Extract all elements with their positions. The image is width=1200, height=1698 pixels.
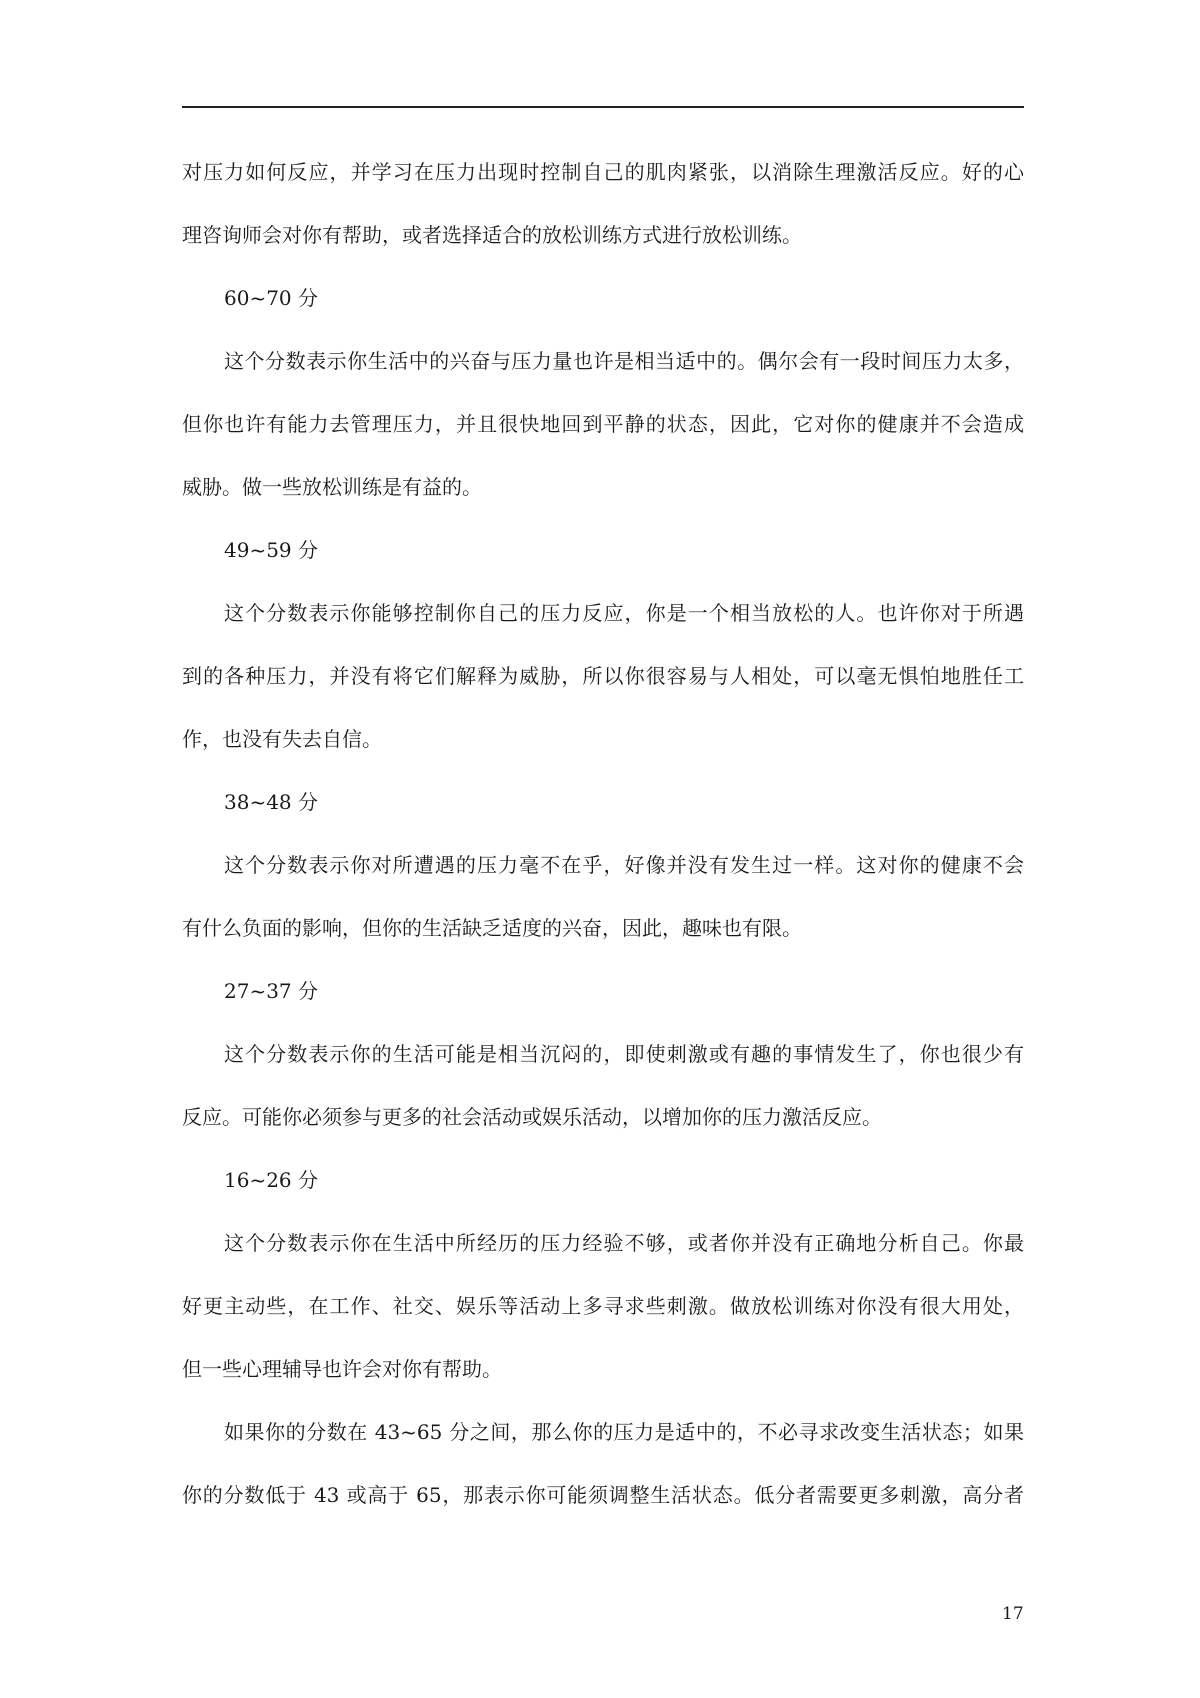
- score-range-heading: 38~48 分: [224, 790, 319, 814]
- paragraph-line: 有什么负面的影响，但你的生活缺乏适度的兴奋，因此，趣味也有限。: [182, 916, 802, 940]
- paragraph-line: 但你也许有能力去管理压力，并且很快地回到平静的状态，因此，它对你的健康并不会造成: [182, 412, 1024, 436]
- score-range-heading: 16~26 分: [224, 1168, 319, 1192]
- paragraph-line: 对压力如何反应，并学习在压力出现时控制自己的肌肉紧张，以消除生理激活反应。好的心: [182, 160, 1024, 184]
- paragraph-line: 这个分数表示你生活中的兴奋与压力量也许是相当适中的。偶尔会有一段时间压力太多，: [224, 349, 1024, 373]
- paragraph-line: 威胁。做一些放松训练是有益的。: [182, 475, 482, 499]
- paragraph-line: 这个分数表示你对所遭遇的压力毫不在乎，好像并没有发生过一样。这对你的健康不会: [224, 853, 1024, 877]
- page-number: 17: [1002, 1604, 1024, 1624]
- paragraph-line: 但一些心理辅导也许会对你有帮助。: [182, 1357, 502, 1381]
- paragraph-line: 这个分数表示你在生活中所经历的压力经验不够，或者你并没有正确地分析自己。你最: [224, 1231, 1024, 1255]
- paragraph-line: 这个分数表示你的生活可能是相当沉闷的，即使刺激或有趣的事情发生了，你也很少有: [224, 1042, 1024, 1066]
- paragraph-line: 反应。可能你必须参与更多的社会活动或娱乐活动，以增加你的压力激活反应。: [182, 1105, 882, 1129]
- paragraph-line: 到的各种压力，并没有将它们解释为威胁，所以你很容易与人相处，可以毫无惧怕地胜任工: [182, 664, 1024, 688]
- score-range-heading: 27~37 分: [224, 979, 319, 1003]
- score-range-heading: 60~70 分: [224, 286, 319, 310]
- paragraph-line: 作，也没有失去自信。: [182, 727, 382, 751]
- paragraph-line: 好更主动些，在工作、社交、娱乐等活动上多寻求些刺激。做放松训练对你没有很大用处，: [182, 1294, 1024, 1318]
- paragraph-line: 这个分数表示你能够控制你自己的压力反应，你是一个相当放松的人。也许你对于所遇: [224, 601, 1024, 625]
- header-rule: [182, 106, 1024, 108]
- paragraph-line: 理咨询师会对你有帮助，或者选择适合的放松训练方式进行放松训练。: [182, 223, 802, 247]
- score-range-heading: 49~59 分: [224, 538, 319, 562]
- page-body: [182, 154, 1024, 1540]
- paragraph-line: 如果你的分数在 43~65 分之间，那么你的压力是适中的，不必寻求改变生活状态；如果: [224, 1420, 1024, 1444]
- paragraph-line: 你的分数低于 43 或高于 65，那表示你可能须调整生活状态。低分者需要更多刺激，高分者: [182, 1483, 1024, 1507]
